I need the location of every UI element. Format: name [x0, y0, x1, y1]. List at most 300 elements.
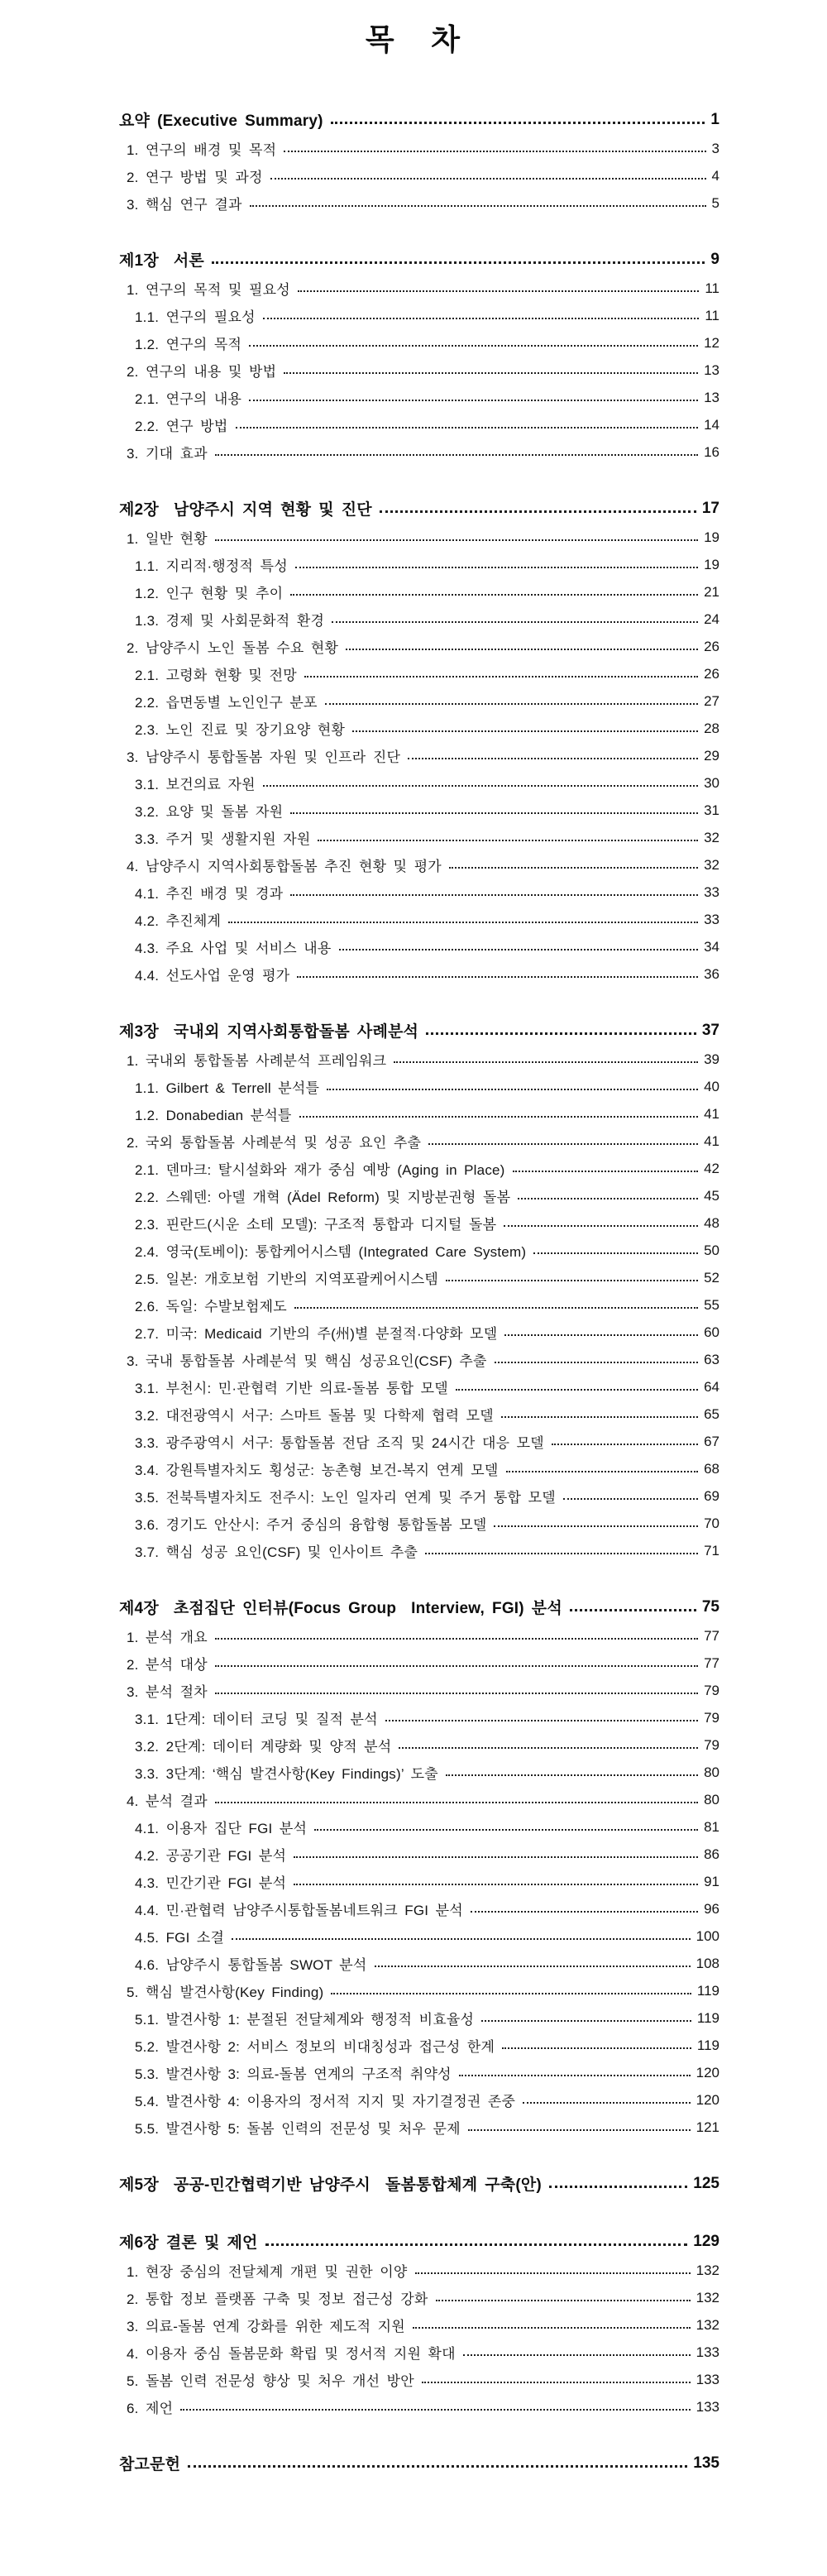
toc-entry-label: 제2장 남양주시 지역 현황 및 진단: [119, 501, 372, 519]
toc-entry: [119, 2086, 719, 2114]
dot-leader: [228, 922, 698, 923]
toc-entry-label: 4.6. 남양주시 통합돌봄 SWOT 분석: [135, 1957, 367, 1973]
dot-leader: [332, 621, 698, 623]
dot-leader: [304, 676, 698, 678]
dot-leader: [318, 840, 698, 841]
toc-entry: [119, 2114, 719, 2141]
dot-leader: [428, 1143, 698, 1145]
toc-entry-page: 34: [704, 938, 719, 955]
toc-entry: [119, 189, 719, 217]
dot-leader: [513, 1171, 699, 1172]
dot-leader: [232, 1938, 690, 1940]
toc-entry: [119, 851, 719, 879]
toc-entry-page: 12: [704, 334, 719, 351]
toc-entry-label: 5.2. 발견사항 2: 서비스 정보의 비대칭성과 접근성 한계: [135, 2039, 495, 2055]
toc-entry-page: 50: [704, 1242, 719, 1258]
dot-leader: [325, 703, 698, 705]
toc-entry-label: 2.7. 미국: Medicaid 기반의 주(州)별 분절적·다양화 모델: [135, 1326, 498, 1342]
toc-entry-page: 16: [704, 443, 719, 460]
toc-entry-label: 참고문헌: [119, 2456, 181, 2473]
toc-entry-page: 79: [704, 1682, 719, 1698]
dot-leader: [446, 1280, 698, 1281]
toc-entry-label: 3.6. 경기도 안산시: 주거 중심의 융합형 통합돌봄 모델: [135, 1517, 487, 1533]
toc-entry-label: 5.3. 발견사항 3: 의료-돌봄 연계의 구조적 취약성: [135, 2066, 452, 2082]
toc-entry: [119, 384, 719, 411]
toc-entry-page: 40: [704, 1078, 719, 1094]
toc-entry-page: 1: [710, 110, 719, 128]
toc-entry-page: 135: [693, 2454, 719, 2472]
toc-entry: [119, 2448, 719, 2478]
dot-leader: [422, 2382, 691, 2383]
toc-entry: [119, 1209, 719, 1237]
toc-entry-label: 1.2. 인구 현황 및 추이: [135, 586, 284, 601]
dot-leader: [215, 1693, 698, 1694]
dot-leader: [385, 1720, 698, 1721]
dot-leader: [375, 1966, 691, 1967]
toc-entry-page: 4: [711, 167, 719, 184]
toc-entry-label: 5.5. 발견사항 5: 돌봄 인력의 전문성 및 처우 문제: [135, 2121, 461, 2137]
toc-entry-label: 3.1. 보건의료 자원: [135, 777, 256, 792]
toc-entry-label: 1.1. Gilbert & Terrell 분석틀: [135, 1080, 320, 1096]
dot-leader: [481, 2020, 691, 2022]
toc-page: [0, 22, 827, 2478]
toc-entry: [119, 1922, 719, 1950]
toc-entry: [119, 1731, 719, 1759]
toc-entry-label: 3. 기대 효과: [127, 446, 208, 462]
toc-entry-page: 71: [704, 1542, 719, 1559]
toc-entry: [119, 357, 719, 384]
toc-entry: [119, 1841, 719, 1868]
toc-entry-label: 3.2. 2단계: 데이터 계량화 및 양적 분석: [135, 1739, 392, 1755]
toc-entry: [119, 1786, 719, 1813]
toc-entry: [119, 1592, 719, 1622]
toc-entry-label: 4.1. 이용자 집단 FGI 분석: [135, 1821, 308, 1836]
toc-entry-label: 2.4. 영국(토베이): 통합케어시스템 (Integrated Care System): [135, 1244, 527, 1260]
toc-entry-label: 3. 국내 통합돌봄 사례분석 및 핵심 성공요인(CSF) 추출: [127, 1353, 487, 1369]
dot-leader: [290, 812, 698, 814]
toc-entry-label: 2.1. 고령화 현황 및 전망: [135, 668, 297, 683]
dot-leader: [425, 1553, 698, 1554]
toc-entry: [119, 2393, 719, 2420]
toc-list: [119, 104, 719, 2478]
toc-entry-label: 3.2. 대전광역시 서구: 스마트 돌봄 및 다학제 협력 모델: [135, 1408, 494, 1424]
toc-entry-label: 5. 돌봄 인력 전문성 향상 및 처우 개선 방안: [127, 2373, 414, 2389]
toc-entry-page: 81: [704, 1818, 719, 1835]
dot-leader: [297, 976, 698, 978]
toc-entry: [119, 244, 719, 275]
toc-entry-page: 33: [704, 883, 719, 900]
toc-entry-page: 77: [704, 1654, 719, 1671]
toc-entry: [119, 1182, 719, 1209]
toc-entry-page: 60: [704, 1324, 719, 1340]
dot-leader: [394, 1061, 698, 1063]
toc-entry-page: 132: [696, 2316, 719, 2333]
toc-entry: [119, 2339, 719, 2366]
dot-leader: [212, 261, 705, 264]
toc-entry-label: 4.1. 추진 배경 및 경과: [135, 886, 284, 902]
toc-entry-page: 75: [701, 1597, 719, 1616]
dot-leader: [563, 1498, 698, 1500]
toc-entry-label: 5. 핵심 발견사항(Key Finding): [127, 1985, 324, 2000]
toc-entry-label: 5.4. 발견사항 4: 이용자의 정서적 지지 및 자기결정권 존중: [135, 2094, 516, 2109]
dot-leader: [298, 290, 699, 292]
dot-leader: [249, 400, 698, 401]
toc-entry-page: 27: [704, 692, 719, 709]
dot-leader: [294, 1884, 698, 1885]
toc-entry: [119, 1759, 719, 1786]
toc-entry-page: 9: [710, 250, 719, 268]
toc-entry-label: 2.3. 핀란드(시운 소테 모델): 구조적 통합과 디지털 돌봄: [135, 1217, 497, 1233]
toc-entry: [119, 1264, 719, 1291]
toc-entry-label: 1. 분석 개요: [127, 1630, 208, 1645]
toc-entry-page: 119: [696, 1982, 719, 1999]
toc-entry: [119, 2284, 719, 2311]
toc-entry: [119, 687, 719, 715]
toc-entry: [119, 2059, 719, 2086]
toc-entry-page: 37: [701, 1021, 719, 1039]
toc-entry-page: 55: [704, 1296, 719, 1313]
toc-entry-page: 63: [704, 1351, 719, 1367]
toc-entry-label: 1.3. 경제 및 사회문화적 환경: [135, 613, 325, 629]
toc-entry: [119, 104, 719, 135]
toc-entry-page: 5: [711, 194, 719, 211]
toc-entry-page: 19: [704, 556, 719, 572]
toc-entry-label: 3.7. 핵심 성공 요인(CSF) 및 인사이트 추출: [135, 1544, 418, 1560]
toc-entry: [119, 1950, 719, 1977]
toc-entry-label: 4.5. FGI 소결: [135, 1930, 225, 1946]
toc-entry-page: 67: [704, 1433, 719, 1449]
dot-leader: [495, 1362, 698, 1363]
toc-entry: [119, 1510, 719, 1537]
dot-leader: [570, 1609, 696, 1611]
toc-entry-page: 13: [704, 389, 719, 405]
toc-entry-label: 2.1. 덴마크: 탈시설화와 재가 중심 예방 (Aging in Place): [135, 1162, 505, 1178]
toc-entry-label: 3.3. 주거 및 생활지원 자원: [135, 831, 311, 847]
dot-leader: [399, 1747, 698, 1749]
dot-leader: [290, 594, 698, 596]
toc-entry-page: 28: [704, 720, 719, 736]
toc-entry-label: 요약 (Executive Summary): [119, 113, 323, 130]
toc-entry-page: 133: [696, 2371, 719, 2387]
dot-leader: [459, 2075, 691, 2076]
toc-entry-label: 3. 의료-돌봄 연계 강화를 위한 제도적 지원: [127, 2319, 405, 2334]
dot-leader: [299, 1116, 699, 1118]
toc-entry-label: 1. 연구의 배경 및 목적: [127, 142, 277, 158]
toc-entry: [119, 1537, 719, 1564]
dot-leader: [284, 151, 705, 152]
toc-entry-label: 2. 통합 정보 플랫폼 구축 및 정보 접근성 강화: [127, 2291, 428, 2307]
dot-leader: [501, 1416, 698, 1418]
toc-entry-label: 3. 남양주시 통합돌봄 자원 및 인프라 진단: [127, 749, 401, 765]
dot-leader: [518, 1198, 698, 1199]
toc-entry-page: 24: [704, 610, 719, 627]
toc-entry-label: 2.2. 읍면동별 노인인구 분포: [135, 695, 318, 711]
toc-entry-page: 91: [704, 1873, 719, 1889]
toc-entry: [119, 438, 719, 466]
toc-entry-page: 64: [704, 1378, 719, 1395]
toc-entry-label: 1. 국내외 통합돌봄 사례분석 프레임워크: [127, 1053, 387, 1069]
dot-leader: [215, 454, 698, 456]
toc-entry-page: 42: [704, 1160, 719, 1176]
toc-entry-label: 1. 현장 중심의 전달체계 개편 및 권한 이양: [127, 2264, 408, 2280]
toc-entry: [119, 2226, 719, 2257]
toc-entry: [119, 1073, 719, 1100]
dot-leader: [331, 1993, 691, 1994]
toc-entry-page: 120: [696, 2091, 719, 2108]
toc-entry-label: 3.5. 전북특별자치도 전주시: 노인 일자리 연계 및 주거 통합 모델: [135, 1490, 556, 1506]
dot-leader: [549, 2186, 687, 2188]
toc-entry-page: 100: [696, 1927, 719, 1944]
dot-leader: [463, 2354, 691, 2356]
dot-leader: [552, 1444, 698, 1445]
toc-entry-page: 133: [696, 2344, 719, 2360]
dot-leader: [523, 2102, 690, 2104]
dot-leader: [294, 1856, 698, 1858]
toc-entry-label: 2. 분석 대상: [127, 1657, 208, 1673]
toc-entry: [119, 135, 719, 162]
toc-entry: [119, 1128, 719, 1155]
toc-entry-label: 3.2. 요양 및 돌봄 자원: [135, 804, 284, 820]
toc-entry-label: 1.1. 지리적·행정적 특성: [135, 558, 288, 574]
toc-entry-page: 96: [704, 1900, 719, 1917]
toc-entry-page: 14: [704, 416, 719, 433]
toc-entry: [119, 797, 719, 824]
toc-entry-page: 36: [704, 965, 719, 982]
toc-entry-label: 제3장 국내외 지역사회통합돌봄 사례분석: [119, 1023, 419, 1041]
toc-entry-page: 65: [704, 1405, 719, 1422]
toc-entry: [119, 1650, 719, 1677]
toc-entry-page: 45: [704, 1187, 719, 1204]
toc-entry-page: 29: [704, 747, 719, 764]
toc-entry: [119, 2311, 719, 2339]
toc-entry: [119, 906, 719, 933]
toc-entry-page: 68: [704, 1460, 719, 1477]
toc-entry: [119, 633, 719, 660]
toc-entry: [119, 960, 719, 988]
toc-entry-label: 3. 핵심 연구 결과: [127, 197, 242, 213]
toc-entry-page: 11: [705, 307, 719, 323]
toc-entry: [119, 1813, 719, 1841]
toc-entry: [119, 2168, 719, 2199]
toc-entry-page: 108: [696, 1955, 719, 1971]
dot-leader: [456, 1389, 698, 1391]
toc-entry-label: 1.2. 연구의 목적: [135, 337, 242, 352]
dot-leader: [408, 758, 698, 759]
toc-entry-label: 4.2. 추진체계: [135, 913, 222, 929]
toc-entry-label: 제1장 서론: [119, 252, 204, 270]
toc-entry-page: 79: [704, 1709, 719, 1726]
toc-entry: [119, 879, 719, 906]
dot-leader: [346, 649, 698, 650]
dot-leader: [502, 2047, 691, 2049]
toc-entry-page: 69: [704, 1487, 719, 1504]
toc-entry: [119, 1100, 719, 1128]
toc-entry-label: 3.4. 강원특별자치도 횡성군: 농촌형 보건-복지 연계 모델: [135, 1463, 499, 1478]
toc-entry-label: 2.3. 노인 진료 및 장기요양 현황: [135, 722, 346, 738]
toc-entry-label: 4.3. 주요 사업 및 서비스 내용: [135, 941, 332, 956]
dot-leader: [426, 1032, 696, 1035]
toc-entry-label: 4. 남양주시 지역사회통합돌봄 추진 현황 및 평가: [127, 859, 442, 874]
toc-entry-page: 32: [704, 856, 719, 873]
page-title: 목 차: [365, 22, 462, 56]
dot-leader: [506, 1471, 699, 1472]
dot-leader: [380, 510, 696, 513]
toc-entry: [119, 2366, 719, 2393]
dot-leader: [250, 205, 706, 207]
toc-entry-label: 2.2. 스웨덴: 아델 개혁 (Ädel Reform) 및 지방분권형 돌봄: [135, 1190, 511, 1205]
toc-entry-page: 119: [696, 2009, 719, 2026]
dot-leader: [449, 867, 698, 869]
dot-leader: [215, 1802, 698, 1803]
dot-leader: [331, 122, 705, 124]
toc-entry-label: 2. 연구 방법 및 과정: [127, 170, 263, 185]
toc-entry-page: 121: [696, 2119, 719, 2135]
toc-entry: [119, 1428, 719, 1455]
toc-entry-page: 48: [704, 1214, 719, 1231]
toc-entry-page: 30: [704, 774, 719, 791]
toc-entry-page: 79: [704, 1736, 719, 1753]
toc-entry: [119, 742, 719, 769]
toc-entry: [119, 1868, 719, 1895]
dot-leader: [249, 345, 698, 347]
toc-entry-label: 2.1. 연구의 내용: [135, 391, 242, 407]
toc-entry: [119, 1455, 719, 1482]
toc-entry-label: 2.2. 연구 방법: [135, 419, 228, 434]
dot-leader: [533, 1252, 698, 1254]
toc-entry-page: 119: [696, 2037, 719, 2053]
toc-entry: [119, 1346, 719, 1373]
toc-entry-label: 4.4. 민·관협력 남양주시통합돌봄네트워크 FGI 분석: [135, 1903, 463, 1918]
toc-entry-label: 1. 일반 현황: [127, 531, 208, 547]
toc-entry-page: 31: [704, 802, 719, 818]
toc-entry: [119, 1291, 719, 1319]
toc-entry-page: 19: [704, 529, 719, 545]
toc-entry-label: 4. 분석 결과: [127, 1793, 208, 1809]
toc-entry-page: 125: [693, 2174, 719, 2192]
dot-leader: [295, 567, 698, 568]
toc-entry: [119, 1015, 719, 1046]
toc-entry: [119, 1482, 719, 1510]
dot-leader: [436, 2300, 691, 2301]
toc-entry: [119, 524, 719, 551]
toc-entry-label: 1. 연구의 목적 및 필요성: [127, 282, 290, 298]
toc-entry: [119, 1677, 719, 1704]
toc-entry: [119, 1319, 719, 1346]
toc-entry-label: 2. 연구의 내용 및 방법: [127, 364, 277, 380]
toc-entry: [119, 660, 719, 687]
toc-entry: [119, 1373, 719, 1401]
toc-entry-page: 11: [705, 280, 719, 296]
toc-entry-page: 3: [711, 140, 719, 156]
dot-leader: [294, 1307, 698, 1309]
dot-leader: [471, 1911, 698, 1913]
toc-entry: [119, 551, 719, 578]
dot-leader: [265, 2243, 688, 2246]
toc-entry: [119, 606, 719, 633]
toc-entry-label: 1.2. Donabedian 분석틀: [135, 1108, 292, 1123]
toc-entry: [119, 329, 719, 357]
toc-entry: [119, 1237, 719, 1264]
toc-entry: [119, 302, 719, 329]
toc-entry: [119, 1895, 719, 1922]
toc-entry: [119, 824, 719, 851]
toc-entry: [119, 933, 719, 960]
toc-entry-label: 제5장 공공-민간협력기반 남양주시 돌봄통합체계 구축(안): [119, 2176, 542, 2194]
toc-entry-page: 77: [704, 1627, 719, 1644]
toc-entry-label: 1.1. 연구의 필요성: [135, 309, 256, 325]
toc-entry-label: 3.1. 1단계: 데이터 코딩 및 질적 분석: [135, 1712, 378, 1727]
dot-leader: [494, 1525, 698, 1527]
toc-entry-page: 80: [704, 1764, 719, 1780]
dot-leader: [215, 539, 698, 541]
toc-entry-page: 21: [704, 583, 719, 600]
dot-leader: [504, 1225, 698, 1227]
toc-entry-page: 13: [704, 362, 719, 378]
toc-entry-label: 4.2. 공공기관 FGI 분석: [135, 1848, 287, 1864]
toc-entry: [119, 715, 719, 742]
toc-entry-page: 133: [696, 2398, 719, 2415]
toc-entry-label: 4. 이용자 중심 돌봄문화 확립 및 정서적 지원 확대: [127, 2346, 456, 2362]
toc-entry-label: 3.3. 3단계: ‘핵심 발견사항(Key Findings)’ 도출: [135, 1766, 438, 1782]
toc-entry-page: 86: [704, 1846, 719, 1862]
toc-entry-page: 129: [693, 2232, 719, 2250]
toc-entry-page: 52: [704, 1269, 719, 1286]
toc-entry: [119, 769, 719, 797]
dot-leader: [236, 427, 699, 429]
dot-leader: [314, 1829, 698, 1831]
toc-entry-label: 4.4. 선도사업 운영 평가: [135, 968, 290, 984]
dot-leader: [263, 785, 698, 787]
toc-entry-page: 33: [704, 911, 719, 927]
toc-entry-label: 4.3. 민간기관 FGI 분석: [135, 1875, 287, 1891]
toc-entry-page: 132: [696, 2262, 719, 2278]
toc-entry-page: 26: [704, 638, 719, 654]
dot-leader: [327, 1089, 698, 1090]
toc-entry: [119, 1622, 719, 1650]
dot-leader: [270, 178, 706, 180]
toc-entry-page: 70: [704, 1515, 719, 1531]
toc-entry: [119, 411, 719, 438]
toc-entry-label: 2.5. 일본: 개호보험 기반의 지역포괄케어시스템: [135, 1271, 438, 1287]
dot-leader: [284, 372, 698, 374]
toc-entry-page: 39: [704, 1051, 719, 1067]
toc-entry: [119, 162, 719, 189]
dot-leader: [413, 2327, 691, 2329]
dot-leader: [415, 2272, 691, 2274]
toc-entry: [119, 2032, 719, 2059]
toc-entry: [119, 493, 719, 524]
toc-entry-label: 2. 남양주시 노인 돌봄 수요 현황: [127, 640, 339, 656]
toc-entry-page: 32: [704, 829, 719, 845]
toc-entry-label: 2.6. 독일: 수발보험제도: [135, 1299, 287, 1314]
toc-entry-page: 80: [704, 1791, 719, 1808]
dot-leader: [290, 894, 698, 896]
toc-entry-label: 2. 국외 통합돌봄 사례분석 및 성공 요인 추출: [127, 1135, 422, 1151]
toc-entry-label: 3.3. 광주광역시 서구: 통합돌봄 전담 조직 및 24시간 대응 모델: [135, 1435, 544, 1451]
toc-entry-label: 제6장 결론 및 제언: [119, 2234, 258, 2252]
dot-leader: [504, 1334, 698, 1336]
toc-entry-page: 26: [704, 665, 719, 682]
dot-leader: [215, 1665, 698, 1667]
toc-entry-page: 132: [696, 2289, 719, 2305]
toc-entry-page: 17: [701, 499, 719, 517]
toc-entry: [119, 1977, 719, 2004]
toc-entry: [119, 1704, 719, 1731]
toc-entry: [119, 1155, 719, 1182]
dot-leader: [468, 2129, 691, 2131]
dot-leader: [263, 318, 700, 319]
dot-leader: [215, 1638, 698, 1640]
